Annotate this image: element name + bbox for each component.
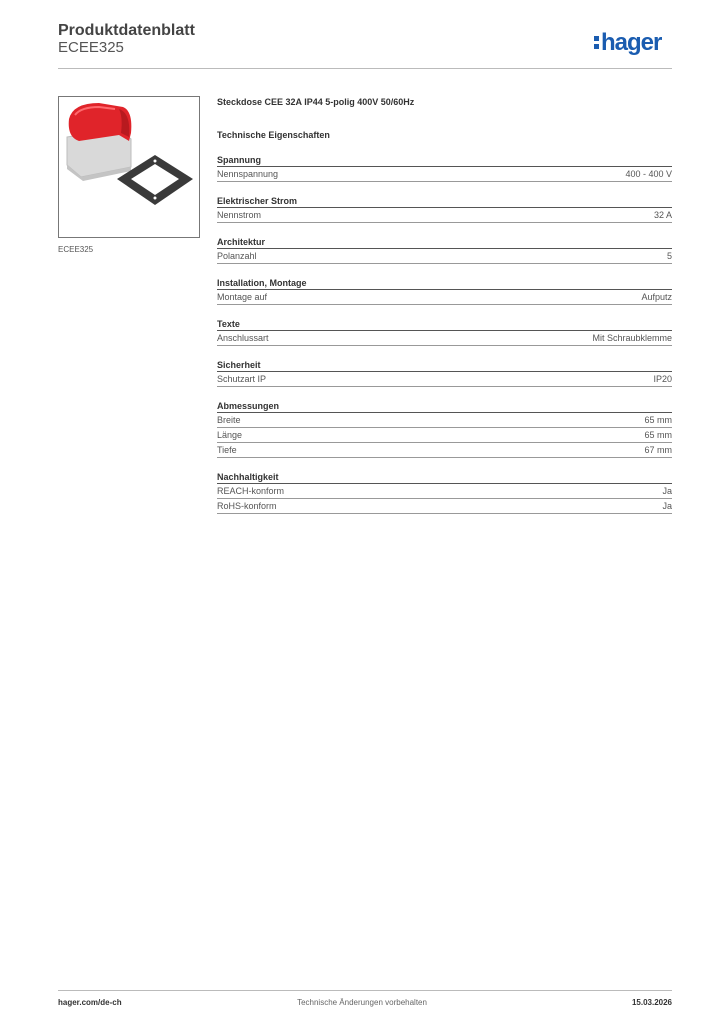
product-photo-icon (59, 97, 199, 237)
spec-value: 400 - 400 V (625, 169, 672, 179)
spec-group (217, 359, 672, 387)
spec-label: Breite (217, 415, 241, 425)
spec-row (217, 499, 672, 514)
spec-group-title: Nachhaltigkeit (217, 471, 672, 484)
spec-label: Polanzahl (217, 251, 257, 261)
spec-value: Ja (662, 486, 672, 496)
spec-row (217, 208, 672, 223)
spec-label: Montage auf (217, 292, 268, 302)
logo-dots-icon (594, 36, 599, 52)
spec-group-title: Spannung (217, 154, 672, 167)
spec-group (217, 318, 672, 346)
spec-value: IP20 (653, 374, 672, 384)
spec-value: Mit Schraubklemme (592, 333, 672, 343)
spec-group-title: Elektrischer Strom (217, 195, 672, 208)
spec-value: 5 (666, 251, 672, 261)
spec-label: RoHS-konform (217, 501, 277, 511)
spec-value: 65 mm (644, 415, 672, 425)
image-caption: ECEE325 (58, 245, 94, 254)
spec-row (217, 484, 672, 499)
spec-row (217, 413, 672, 428)
spec-group-title: Architektur (217, 236, 672, 249)
spec-content (217, 95, 672, 514)
spec-label: Nennstrom (217, 210, 262, 220)
spec-label: Tiefe (217, 445, 237, 455)
spec-row (217, 428, 672, 443)
spec-row (217, 443, 672, 458)
spec-row (217, 331, 672, 346)
spec-row (217, 167, 672, 182)
section-title: Technische Eigenschaften (217, 130, 330, 140)
spec-value: Aufputz (641, 292, 672, 302)
spec-group (217, 236, 672, 264)
footer-website[interactable]: hager.com/de-ch (58, 998, 122, 1007)
spec-group (217, 400, 672, 458)
spec-group-title: Sicherheit (217, 359, 672, 372)
spec-row (217, 249, 672, 264)
spec-label: Nennspannung (217, 169, 279, 179)
spec-label: Länge (217, 430, 243, 440)
logo-text: hager (601, 29, 662, 56)
spec-value: Ja (662, 501, 672, 511)
spec-group (217, 154, 672, 182)
spec-group-title: Installation, Montage (217, 277, 672, 290)
footer-divider (58, 990, 672, 991)
product-image (58, 96, 200, 238)
hager-logo (594, 29, 661, 57)
spec-row (217, 372, 672, 387)
spec-group-title: Texte (217, 318, 672, 331)
product-code: ECEE325 (58, 39, 124, 56)
spec-value: 65 mm (644, 430, 672, 440)
spec-group (217, 471, 672, 514)
spec-label: REACH-konform (217, 486, 285, 496)
spec-row (217, 290, 672, 305)
footer-notice: Technische Änderungen vorbehalten (297, 998, 427, 1007)
product-name: Steckdose CEE 32A IP44 5-polig 400V 50/60Hz (217, 97, 415, 107)
spec-value: 32 A (653, 210, 672, 220)
header-divider (58, 68, 672, 69)
spec-group (217, 277, 672, 305)
spec-groups (217, 154, 672, 514)
spec-label: Anschlussart (217, 333, 269, 343)
footer-date: 15.03.2026 (631, 998, 672, 1007)
spec-group (217, 195, 672, 223)
spec-label: Schutzart IP (217, 374, 267, 384)
page-title: Produktdatenblatt (58, 22, 195, 39)
spec-group-title: Abmessungen (217, 400, 672, 413)
spec-value: 67 mm (644, 445, 672, 455)
